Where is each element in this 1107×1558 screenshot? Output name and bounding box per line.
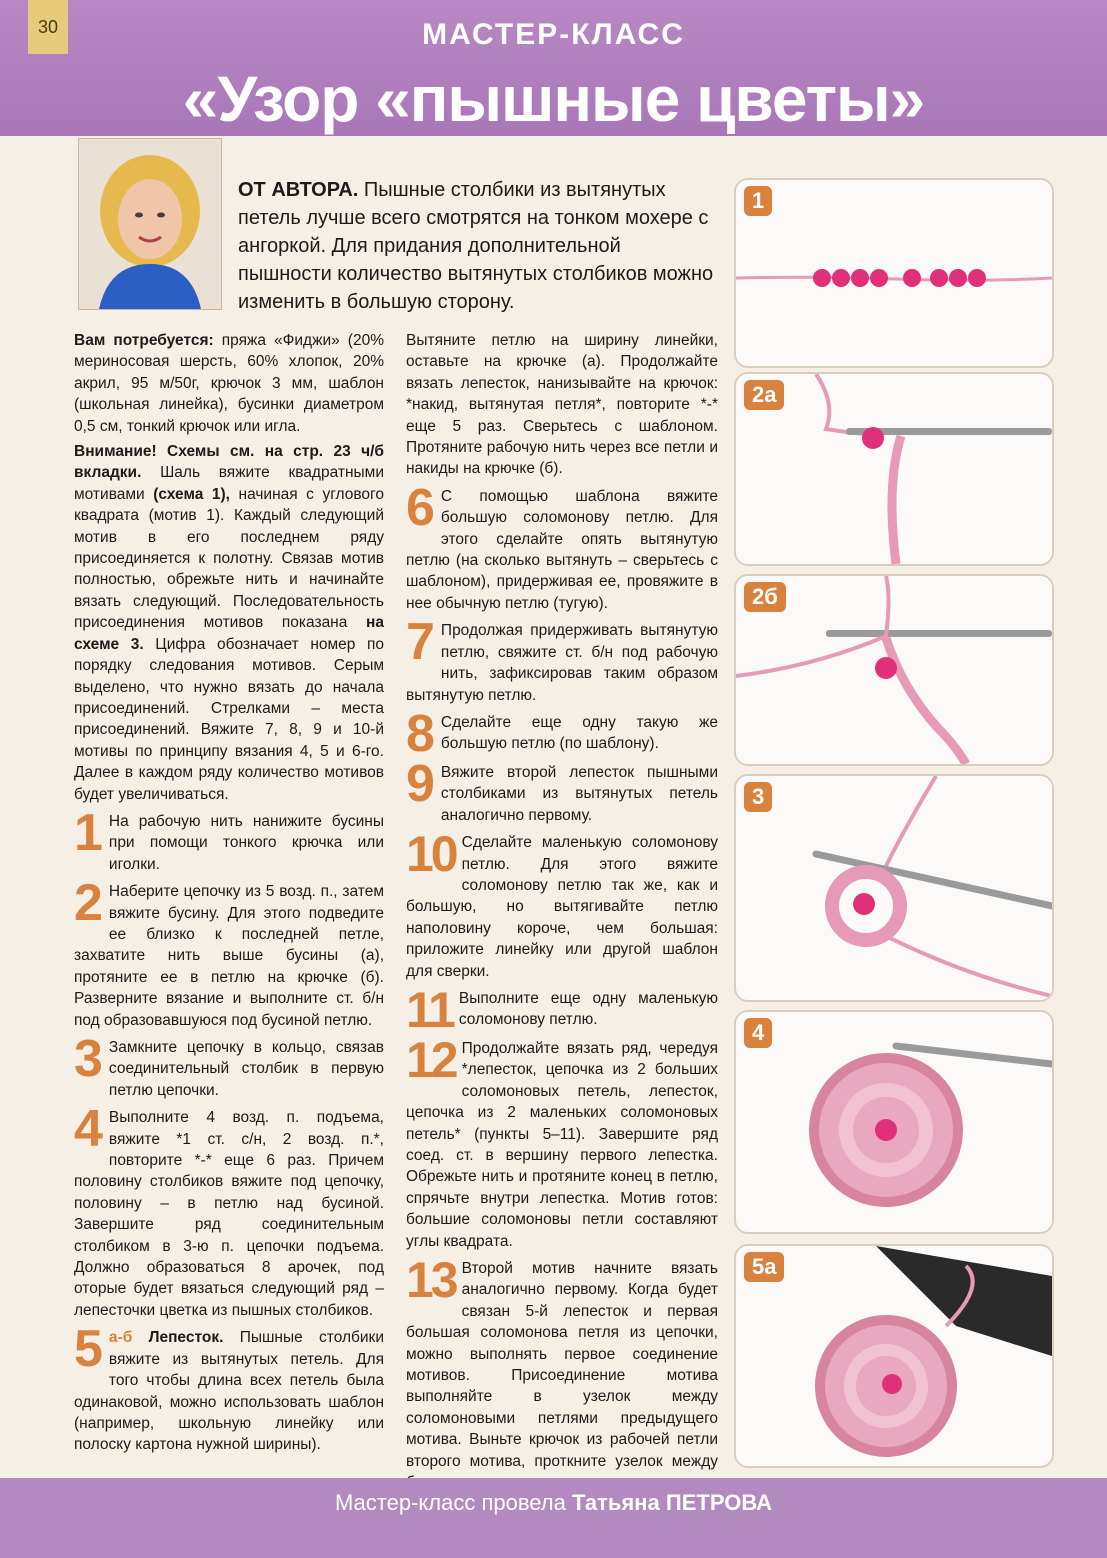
step-number: 5 <box>74 1320 103 1379</box>
step-10 <box>406 826 718 982</box>
step-number: 3 <box>74 1030 103 1088</box>
step-5-sub: а-б <box>108 1329 133 1347</box>
step-number: 2 <box>74 874 103 933</box>
step-number: 9 <box>406 754 435 813</box>
step-3 <box>74 1030 384 1101</box>
photo-3 <box>734 774 1054 1002</box>
attention-label: Внимание! Схемы см. на стр. 23 ч/б вкладки. <box>74 443 384 482</box>
needs-label: Вам потребуется: <box>74 332 214 349</box>
attention-text-1: Шаль вяжите квадратными мотивами <box>74 464 384 503</box>
section-kicker: МАСТЕР-КЛАСС <box>422 18 685 51</box>
photo-4 <box>734 1010 1054 1234</box>
step-6 <box>406 478 718 614</box>
page-title: «Узор «пышные цветы» <box>182 63 925 135</box>
step-number: 6 <box>406 478 435 537</box>
step-text: Продолжая придерживать вытянутую петлю, свяжите ст. б/н под рабочую нить, зафиксировав таким образом вытянутую петлю. <box>406 622 718 704</box>
page-number: 30 <box>28 0 68 54</box>
photo-badge: 2а <box>744 380 784 410</box>
step-number: 4 <box>74 1100 103 1159</box>
step-number: 12 <box>406 1031 456 1088</box>
step-7 <box>406 613 718 706</box>
needs-text: пряжа «Фиджи» (20% мериносовая шерсть, 60% хлопок, 20% акрил, 95 м/50г, крючок 3 мм, шаблон (школьная линейка), бусинки диаметром 0,5 см, тонкий крючок или игла. <box>74 332 384 435</box>
photo-badge: 2б <box>744 582 786 612</box>
text-column-1 <box>74 330 384 1456</box>
step-text: Продолжайте вязать ряд, чередуя *лепесток, цепочка из 2 больших соломоновых петель, лепесток, цепочка из 2 маленьких соломоновых петель* (пункты 5–11). Завершите ряд соед. ст. в вершину первого лепестка. Обрежьте нить и протяните конец в петлю, спрячьте внутри лепестка. Мотив готов: большие соломоновы петли составляют углы квадрата. <box>406 1039 718 1250</box>
step-number: 1 <box>74 803 103 862</box>
step-text: Выполните 4 возд. п. подъема, вяжите *1 ст. с/н, 2 возд. п.*, повторите *-* еще 6 раз. Причем половину столбиков вяжите под цепочку, половину – в петлю над бусиной. Завершите ряд соединительным столбиком в 3-ю п. цепочки подъема. Должно образоваться 8 арочек, под оторые будет вязаться следующий ряд – лепесточки цветка из пышных столбиков. <box>74 1109 384 1319</box>
step-number: 7 <box>406 613 435 672</box>
step-5-continued: Вытяните петлю на ширину линейки, оставьте на крючке (а). Продолжайте вязать лепесток, нанизывайте на крючок: *накид, вытянутая петля*, повторите *-* еще 5 раз. Сверьтесь с шаблоном. Протяните рабочую нить через все петли и накиды на крючке (б). <box>406 332 718 478</box>
photo-2a <box>734 372 1054 566</box>
step-number: 10 <box>406 826 456 883</box>
step-text: Сделайте маленькую соломонову петлю. Для этого вяжите соломонову петлю так же, как и большую, но вытягивайте петлю наполовину короче, чем большая: приложите линейку или другой шаблон для сверки. <box>406 834 718 980</box>
step-11 <box>406 981 718 1038</box>
step-13 <box>406 1252 718 1493</box>
step-5-label: Лепесток. <box>148 1329 224 1347</box>
step-text: Замкните цепочку в кольцо, связав соединительный столбик в первую петлю цепочки. <box>108 1039 384 1099</box>
step-text: Второй мотив начните вязать аналогично первому. Когда будет связан 5-й лепесток и первая большая соломонова петля из цепочки, можно выполнять первое соединение мотивов. Присоединение мотива выполняйте в узелок между соломоновыми петлями предыдущего мотива. Выньте крючок из рабочей петли второго мотива, проткните узелок между <box>406 1260 718 1470</box>
photo-1 <box>734 178 1054 368</box>
scheme-1-ref: (схема 1), <box>153 485 230 503</box>
step-text: Наберите цепочку из 5 возд. п., затем вяжите бусину. Для этого подведите ее близко к последней петле, захватите нить выше бусины (а), протяните ее в петлю на крючке (б). Разверните вязание и выполните ст. б/н под образовавшуюся под бусиной петлю. <box>74 883 384 1029</box>
photo-badge: 3 <box>744 782 772 812</box>
scheme-3-ref: на схеме 3. <box>74 614 384 653</box>
intro-text: Пышные столбики из вытянутых петель лучше всего смотрятся на тонком мохере с ангоркой. Для придания дополнительной пышности количество вытянутых столбиков можно изменить в большую сторону. <box>238 179 714 313</box>
step-2 <box>74 874 384 1031</box>
attention-text-3: Цифра обозначает номер по порядку следования мотивов. Серым выделено, что нужно вязать до начала присоединений. Стрелками – места присоединений. Вяжите 7, 8, 9 и 10-й мотивы по принципу вязания 4, 5 и 6-го. Далее в каждом ряду количество мотивов будет увеличиваться. <box>74 635 384 803</box>
step-1 <box>74 803 384 875</box>
step-number: 11 <box>406 981 453 1038</box>
step-4 <box>74 1100 384 1321</box>
photo-5a <box>734 1244 1054 1468</box>
step-text: Вяжите второй лепесток пышными столбиками из вытянутых петель аналогично первому. <box>440 763 718 824</box>
photo-2b <box>734 574 1054 766</box>
step-number: 13 <box>406 1252 456 1309</box>
text-column-2 <box>406 330 718 1494</box>
step-12 <box>406 1031 718 1252</box>
attention-text-2: начиная с углового квадрата (мотив 1). Каждый следующий мотив в его последнем ряду присоединяется к полотну. Связав мотив полностью, обрежьте нить и начинайте вязать следующий. Последовательность присоединения мотивов показана <box>74 485 384 632</box>
author-photo <box>78 138 222 310</box>
intro-lead: ОТ АВТОРА. <box>238 179 359 201</box>
photo-badge: 5а <box>744 1252 784 1282</box>
step-9 <box>406 754 718 826</box>
step-text: Пышные столбики вяжите из вытянутых петель. Для того чтобы длина всех петель была одинаковой, можно использовать шаблон (например, школьную линейку или полоску картона нужной ширины). <box>74 1329 384 1454</box>
author-credit <box>0 1490 1107 1516</box>
author-intro <box>238 176 718 316</box>
step-5 <box>74 1320 384 1455</box>
photo-badge: 4 <box>744 1018 772 1048</box>
credit-name: Татьяна ПЕТРОВА <box>572 1490 772 1515</box>
step-8 <box>406 704 718 763</box>
credit-prefix: Мастер-класс провела <box>334 1490 572 1515</box>
step-number: 8 <box>406 704 435 763</box>
step-text: На рабочую нить нанижите бусины при помощи тонкого крючка или иголки. <box>108 812 384 873</box>
step-text: Выполните еще одну маленькую соломонову петлю. <box>458 989 718 1029</box>
step-text: С помощью шаблона вяжите большую соломонову петлю. Для этого сделайте опять вытянутую петлю (на сколько вытянуть – сверьтесь с шаблоном), придерживая ее, провяжите в нее обычную петлю (тугую). <box>406 487 718 612</box>
photo-badge: 1 <box>744 186 772 216</box>
step-text: Сделайте еще одну такую же большую петлю (по шаблону). <box>440 713 718 753</box>
